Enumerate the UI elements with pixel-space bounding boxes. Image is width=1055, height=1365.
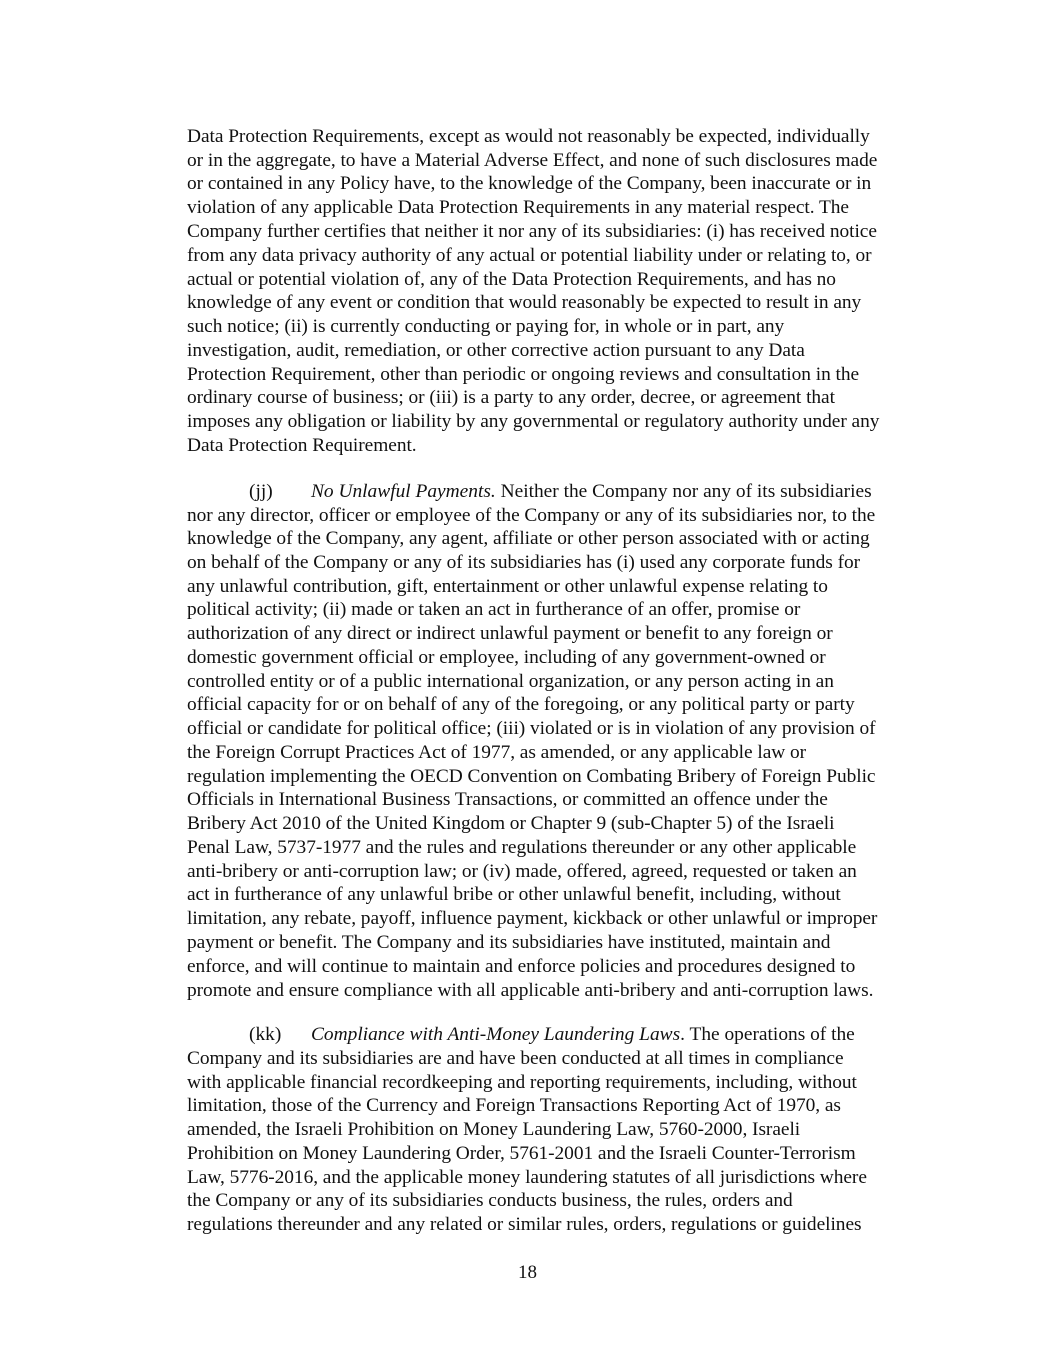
text-line: actual or potential violation of, any of the Data Protection Requirements, and has no xyxy=(187,269,836,290)
text-line: Data Protection Requirements, except as would not reasonably be expected, individually xyxy=(187,126,870,147)
text-line: political activity; (ii) made or taken an act in furtherance of an offer, promise or xyxy=(187,599,801,620)
text-line: with applicable financial recordkeeping and reporting requirements, including, without xyxy=(187,1072,857,1093)
page-number: 18 xyxy=(518,1262,537,1283)
text-line: amended, the Israeli Prohibition on Money Laundering Law, 5760-2000, Israeli xyxy=(187,1119,801,1140)
section-marker: (kk) xyxy=(249,1024,282,1045)
text-line: investigation, audit, remediation, or other corrective action pursuant to any Data xyxy=(187,340,805,361)
text-line: domestic government official or employee, including of any government-owned or xyxy=(187,647,826,668)
text-line: nor any director, officer or employee of the Company or any of its subsidiaries nor, to the xyxy=(187,505,876,526)
section-first-line-text: Neither the Company nor any of its subsidiaries xyxy=(495,481,872,502)
text-line: the Company or any of its subsidiaries conducts business, the rules, orders and xyxy=(187,1190,793,1211)
text-line: Officials in International Business Transactions, or committed an offence under the xyxy=(187,789,828,810)
text-line: or in the aggregate, to have a Material Adverse Effect, and none of such disclosures made xyxy=(187,150,878,171)
text-line: or contained in any Policy have, to the knowledge of the Company, been inaccurate or in xyxy=(187,173,872,194)
text-line: Company further certifies that neither it nor any of its subsidiaries: (i) has received notice xyxy=(187,221,877,242)
text-line: imposes any obligation or liability by any governmental or regulatory authority under any xyxy=(187,411,880,432)
text-line: the Foreign Corrupt Practices Act of 1977, as amended, or any applicable law or xyxy=(187,742,807,763)
text-line: such notice; (ii) is currently conducting or paying for, in whole or in part, any xyxy=(187,316,785,337)
text-line: controlled entity or of a public international organization, or any person acting in an xyxy=(187,671,834,692)
text-line: limitation, any rebate, payoff, influence payment, kickback or other unlawful or improper xyxy=(187,908,878,929)
text-line: Law, 5776-2016, and the applicable money laundering statutes of all jurisdictions where xyxy=(187,1167,867,1188)
section-first-line-text: . The operations of the xyxy=(680,1024,855,1045)
text-line: payment or benefit. The Company and its subsidiaries have instituted, maintain and xyxy=(187,932,831,953)
text-line: violation of any applicable Data Protection Requirements in any material respect. The xyxy=(187,197,849,218)
section-heading: Compliance with Anti-Money Laundering Laws xyxy=(311,1024,681,1045)
text-line: promote and ensure compliance with all applicable anti-bribery and anti-corruption laws. xyxy=(187,980,874,1001)
text-line: Protection Requirement, other than periodic or ongoing reviews and consultation in the xyxy=(187,364,860,385)
text-line: enforce, and will continue to maintain and enforce policies and procedures designed to xyxy=(187,956,856,977)
text-line: knowledge of the Company, any agent, affiliate or other person associated with or acting xyxy=(187,528,870,549)
text-line: ordinary course of business; or (iii) is a party to any order, decree, or agreement that xyxy=(187,387,835,408)
text-line: anti-bribery or anti-corruption law; or (iv) made, offered, agreed, requested or taken an xyxy=(187,861,857,882)
text-line: limitation, those of the Currency and Foreign Transactions Reporting Act of 1970, as xyxy=(187,1095,841,1116)
text-line: from any data privacy authority of any actual or potential liability under or relating to, or xyxy=(187,245,872,266)
text-line: Bribery Act 2010 of the United Kingdom or Chapter 9 (sub-Chapter 5) of the Israeli xyxy=(187,813,835,834)
text-line: Company and its subsidiaries are and have been conducted at all times in compliance xyxy=(187,1048,844,1069)
text-line: official capacity for or on behalf of any of the foregoing, or any political party or party xyxy=(187,694,855,715)
text-line: any unlawful contribution, gift, entertainment or other unlawful expense relating to xyxy=(187,576,828,597)
text-line: knowledge of any event or condition that would reasonably be expected to result in any xyxy=(187,292,862,313)
text-line: regulations thereunder and any related or similar rules, orders, regulations or guidelines xyxy=(187,1214,862,1235)
section-heading-line xyxy=(311,1023,855,1047)
text-line: act in furtherance of any unlawful bribe or other unlawful benefit, including, without xyxy=(187,884,841,905)
text-line: Prohibition on Money Laundering Order, 5761-2001 and the Israeli Counter-Terrorism xyxy=(187,1143,856,1164)
text-line: Data Protection Requirement. xyxy=(187,435,417,456)
text-line: official or candidate for political office; (iii) violated or is in violation of any provision of xyxy=(187,718,876,739)
text-line: authorization of any direct or indirect unlawful payment or benefit to any foreign or xyxy=(187,623,833,644)
section-heading-line xyxy=(311,480,872,504)
text-line: regulation implementing the OECD Convention on Combating Bribery of Foreign Public xyxy=(187,766,876,787)
section-marker: (jj) xyxy=(249,481,273,502)
section-heading: No Unlawful Payments. xyxy=(311,481,496,502)
text-line: Penal Law, 5737-1977 and the rules and regulations thereunder or any other applicable xyxy=(187,837,857,858)
text-line: on behalf of the Company or any of its subsidiaries has (i) used any corporate funds for xyxy=(187,552,861,573)
